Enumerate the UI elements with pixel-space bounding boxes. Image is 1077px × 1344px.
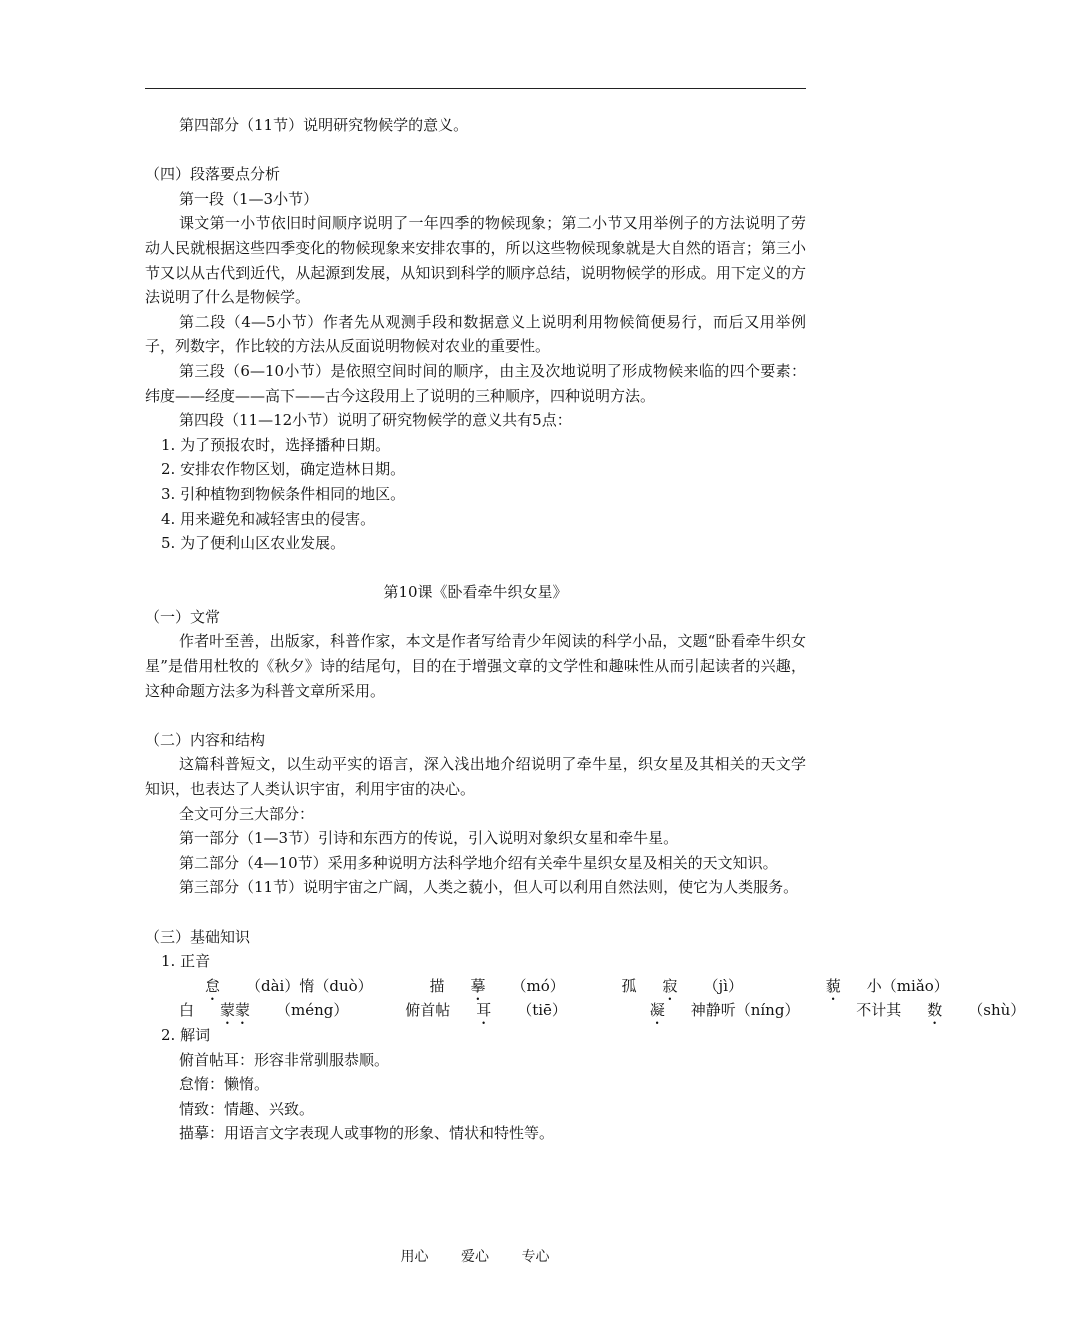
pron-item: 不计其 数 （shù） — [856, 1001, 1026, 1020]
lesson-title: 第10课《卧看牵牛织女星》 — [383, 583, 568, 602]
pronunciation-row-1 — [145, 974, 949, 999]
pronunciation-row-2 — [145, 998, 1026, 1023]
literary-text: 作者叶至善，出版家，科普作家，本文是作者写给青少年阅读的科学小品，文题“卧看牵牛织女星”是借用杜牧的《秋夕》诗的结尾句，目的在于增强文章的文学性和趣味性从而引起读者的兴趣，这种命题方法多为科普文章所采用。 — [145, 632, 806, 700]
segment-four-text: 第四段（11—12小节）说明了研究物候学的意义共有5点： — [179, 411, 572, 430]
vocab-item: 怠惰：懒惰。 — [179, 1075, 270, 1094]
segment-one-title: 第一段（1—3小节） — [179, 189, 319, 208]
pron-item: 描 摹 （mó） — [429, 976, 565, 995]
segment-three-text: 第三段（6—10小节）是依照空间时间的顺序，由主及次地说明了形成物候来临的四个要素：纬度——经度——高下——古今这段用上了说明的三种顺序，四种说明方法。 — [145, 361, 806, 405]
header-rule — [145, 88, 806, 89]
section-heading-basics: （三）基础知识 — [145, 927, 251, 946]
part-three-text: 第三部分（11节）说明宇宙之广阔，人类之藐小，但人可以利用自然法则，使它为人类服务。 — [179, 878, 799, 897]
section-heading-literary: （一）文常 — [145, 607, 221, 626]
list-item: 5. 为了便利山区农业发展。 — [161, 534, 346, 553]
document-body — [145, 113, 1026, 1146]
footer-word: 专心 — [521, 1249, 550, 1265]
vocab-item: 描摹：用语言文字表现人或事物的形象、情状和特性等。 — [179, 1124, 555, 1143]
content-text: 这篇科普短文，以生动平实的语言，深入浅出地介绍说明了牵牛星，织女星及其相关的天文学知识，也表达了人类认识宇宙，利用宇宙的决心。 — [145, 755, 806, 799]
pronunciation-title: 1. 正音 — [161, 952, 211, 971]
vocab-item: 俯首帖耳：形容非常驯服恭顺。 — [179, 1050, 390, 1069]
parts-intro: 全文可分三大部分： — [179, 804, 315, 823]
part-one-text: 第一部分（1—3节）引诗和东西方的传说，引入说明对象织女星和牵牛星。 — [179, 829, 679, 848]
pron-item: 白 蒙蒙 （méng） — [179, 1001, 349, 1020]
pron-item: 怠 （dài）惰（duò） — [205, 976, 373, 995]
segment-two-text: 第二段（4—5小节）作者先从观测手段和数据意义上说明利用物候简便易行，而后又用举例子，列数字，作比较的方法从反面说明物候对农业的重要性。 — [145, 312, 806, 356]
list-item: 4. 用来避免和减轻害虫的侵害。 — [161, 509, 376, 528]
list-item: 3. 引种植物到物候条件相同的地区。 — [161, 484, 406, 503]
pron-item: 俯首帖 耳 （tiē） — [405, 1001, 567, 1020]
section-heading-content: （二）内容和结构 — [145, 730, 266, 749]
pron-item: 藐 小（miǎo） — [825, 976, 949, 995]
footer-word: 用心 — [400, 1249, 429, 1265]
list-item: 2. 安排农作物区划，确定造林日期。 — [161, 460, 406, 479]
part-two-text: 第二部分（4—10节）采用多种说明方法科学地介绍有关牵牛星织女星及相关的天文知识。 — [179, 853, 778, 872]
page-footer — [0, 1246, 950, 1266]
footer-word: 爱心 — [461, 1249, 489, 1265]
section-heading-analysis: （四）段落要点分析 — [145, 165, 281, 184]
pron-item: 凝 神静听（níng） — [649, 1001, 800, 1020]
list-item: 1. 为了预报农时，选择播种日期。 — [161, 435, 391, 454]
segment-one-text: 课文第一小节依旧时间顺序说明了一年四季的物候现象；第二小节又用举例子的方法说明了劳动人民就根据这些四季变化的物候现象来安排农事的，所以这些物候现象就是大自然的语言；第三小节又以从古代到近代，从起源到发展，从知识到科学的顺序总结，说明物候学的形成。用下定义的方法说明了什么是物候学。 — [145, 214, 806, 307]
part-four-summary: 第四部分（11节）说明研究物候学的意义。 — [179, 116, 469, 134]
vocab-title: 2. 解词 — [161, 1025, 211, 1044]
vocab-item: 情致：情趣、兴致。 — [179, 1099, 315, 1118]
pron-item: 孤 寂 （jì） — [621, 976, 743, 995]
